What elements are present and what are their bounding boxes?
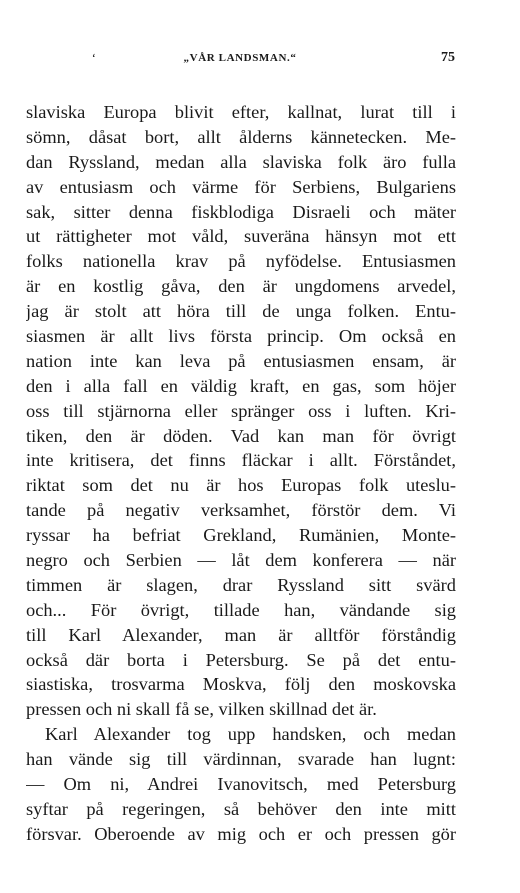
text-line: sak, sitter denna fiskblodiga Disraeli och mäter	[26, 201, 456, 222]
text-line: ryssar ha befriat Grekland, Rumänien, Monte-	[26, 525, 456, 546]
text-line: syftar på regeringen, så behöver den inte mitt	[26, 798, 456, 819]
text-line: siasmen är allt livs första princip. Om också en	[26, 326, 456, 347]
stray-mark: ‘	[91, 50, 96, 65]
page-number: 75	[441, 50, 455, 65]
text-line: folks nationella krav på nyfödelse. Entusiasmen	[26, 251, 456, 272]
text-line: också där borta i Petersburg. Se på det entu-	[26, 649, 456, 670]
text-line: negro och Serbien — låt dem konferera — när	[26, 550, 456, 571]
text-line: Karl Alexander tog upp handsken, och medan	[45, 724, 456, 745]
text-line: den i alla fall en väldig kraft, en gas, som höjer	[26, 375, 456, 396]
text-line: jag är stolt att höra till de unga folken. Entu-	[26, 301, 456, 322]
text-line: och... För övrigt, tillade han, vändande sig	[26, 599, 456, 620]
text-line: tande på negativ verksamhet, förstör dem. Vi	[26, 500, 456, 521]
text-line: timmen är slagen, drar Ryssland sitt svärd	[26, 574, 456, 595]
text-line: försvar. Oberoende av mig och er och pressen gör	[26, 823, 456, 844]
running-head: „VÅR LANDSMAN.“	[183, 52, 297, 64]
text-line: han vände sig till värdinnan, svarade han lugnt:	[26, 749, 456, 770]
text-line: riktat som det nu är hos Europas folk uteslu-	[26, 475, 456, 496]
text-line: pressen och ni skall få se, vilken skillnad det är.	[26, 699, 377, 720]
text-line: — Om ni, Andrei Ivanovitsch, med Petersburg	[26, 774, 456, 795]
text-line: oss till stjärnorna eller spränger oss i luften. Kri-	[26, 400, 456, 421]
text-line: till Karl Alexander, man är alltför förståndig	[26, 624, 456, 645]
text-line: är en kostlig gåva, den är ungdomens arvedel,	[26, 276, 456, 297]
text-line: slaviska Europa blivit efter, kallnat, lurat till i	[26, 102, 456, 122]
text-line: siastiska, trosvarma Moskva, följ den moskovska	[26, 674, 456, 695]
page-header	[25, 52, 455, 76]
text-line: ut rättigheter mot våld, suveräna hänsyn mot ett	[26, 226, 456, 247]
text-line: inte kritisera, det finns fläckar i allt. Förståndet,	[26, 450, 456, 471]
text-line: av entusiasm och värme för Serbiens, Bulgariens	[26, 176, 456, 197]
text-line: sömn, dåsat bort, allt ålderns kännetecken. Me-	[26, 126, 456, 147]
body-text	[26, 100, 456, 847]
text-line: nation inte kan leva på entusiasmen ensam, är	[26, 350, 456, 371]
text-line: tiken, den är döden. Vad kan man för övrigt	[26, 425, 456, 446]
text-line: dan Ryssland, medan alla slaviska folk äro fulla	[26, 151, 456, 172]
